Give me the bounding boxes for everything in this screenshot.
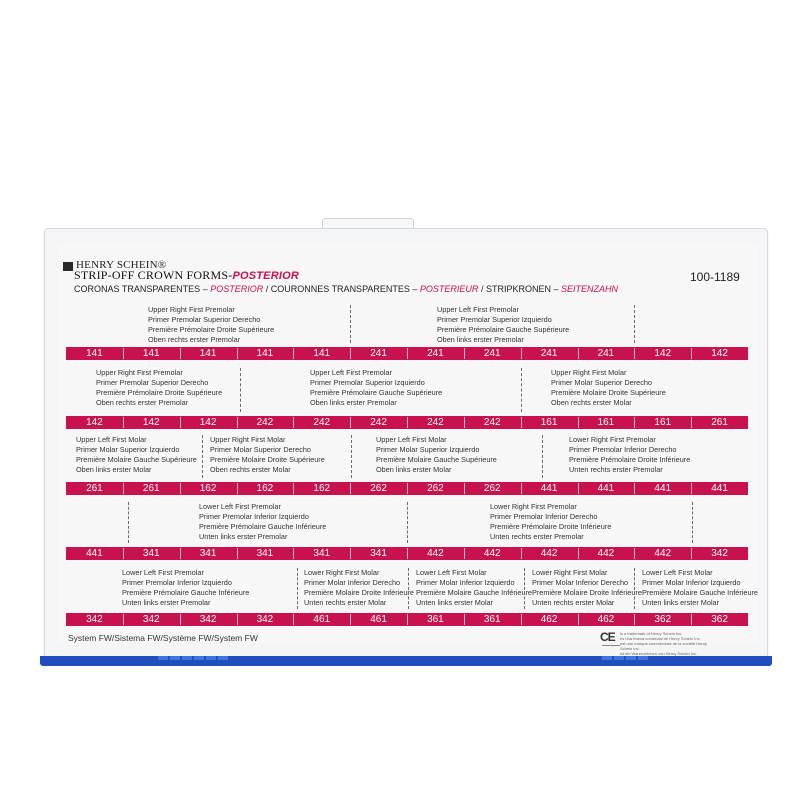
system-footer-text: System FW/Sistema FW/Système FW/System FW bbox=[68, 633, 258, 643]
tooth-description-line: Première Molaire Gauche Inférieure bbox=[642, 588, 758, 597]
band-separator bbox=[691, 614, 692, 625]
trademark-notice bbox=[620, 631, 710, 656]
band-separator bbox=[123, 614, 124, 625]
tooth-description-line: Oben rechts erster Premolar bbox=[148, 335, 241, 344]
band-separator bbox=[293, 483, 294, 494]
recycle-icon bbox=[602, 645, 620, 650]
tray-base-notch bbox=[182, 656, 192, 660]
crown-size-number: 241 bbox=[370, 348, 387, 359]
band-separator bbox=[691, 483, 692, 494]
crown-size-number: 242 bbox=[483, 417, 501, 428]
tooth-description bbox=[122, 568, 249, 608]
tooth-description bbox=[437, 305, 569, 345]
tooth-description-line: Unten links erster Molar bbox=[416, 598, 494, 607]
tooth-description-line: Upper Right First Premolar bbox=[148, 305, 235, 314]
tooth-description-line: Première Molaire Droite Supérieure bbox=[551, 388, 666, 397]
crown-size-number: 341 bbox=[313, 548, 331, 559]
tooth-description bbox=[490, 502, 611, 542]
band-separator bbox=[350, 614, 351, 625]
band-separator bbox=[293, 417, 294, 428]
band-separator bbox=[578, 348, 579, 359]
band-separator bbox=[123, 548, 124, 559]
tooth-description-line: Upper Right First Molar bbox=[210, 435, 286, 444]
crown-size-number: 342 bbox=[86, 614, 103, 625]
crown-size-number: 242 bbox=[370, 417, 387, 428]
subtitle-part-1: CORONAS TRANSPARENTES – bbox=[74, 284, 211, 294]
tooth-description-line: Primer Premolar Inferior Derecho bbox=[490, 512, 598, 521]
crown-size-number: 261 bbox=[86, 483, 103, 494]
band-separator bbox=[407, 483, 408, 494]
tooth-description-line: Primer Premolar Superior Izquierdo bbox=[437, 315, 552, 324]
tooth-description-line: Upper Left First Premolar bbox=[437, 305, 519, 314]
product-title-main: STRIP-OFF CROWN FORMS- bbox=[74, 268, 233, 282]
tooth-description-line: Première Prémolaire Gauche Inférieure bbox=[199, 522, 327, 531]
tooth-description-line: Unten links erster Premolar bbox=[199, 532, 288, 541]
band-separator bbox=[691, 548, 692, 559]
band-separator bbox=[350, 417, 351, 428]
brand-name: HENRY SCHEIN® bbox=[76, 259, 167, 271]
tooth-description-line: Primer Molar Inferior Izquierdo bbox=[642, 578, 741, 587]
band-separator bbox=[521, 548, 522, 559]
band-separator bbox=[464, 417, 465, 428]
band-separator bbox=[578, 548, 579, 559]
crown-size-number: 141 bbox=[313, 348, 331, 359]
tooth-description-line: Première Molaire Gauche Supérieure bbox=[376, 455, 497, 464]
tooth-description-line: Primer Premolar Inferior Derecho bbox=[569, 445, 677, 454]
band-separator bbox=[180, 548, 181, 559]
tooth-description bbox=[642, 568, 758, 608]
tooth-description-line: Primer Premolar Inferior Izquierdo bbox=[122, 578, 232, 587]
tooth-description-line: Unten rechts erster Molar bbox=[304, 598, 387, 607]
crown-size-number: 362 bbox=[654, 614, 672, 625]
tray-base bbox=[40, 656, 772, 666]
band-separator bbox=[691, 348, 692, 359]
band-separator bbox=[237, 417, 238, 428]
crown-size-number: 142 bbox=[86, 417, 103, 428]
crown-size-band bbox=[66, 347, 748, 360]
tooth-description-line: Première Molaire Droite Inférieure bbox=[532, 588, 642, 597]
crown-size-number: 442 bbox=[654, 548, 672, 559]
compartment-divider bbox=[128, 502, 129, 543]
crown-size-number: 342 bbox=[711, 548, 728, 559]
subtitle-accent-3: SEITENZAHN bbox=[560, 284, 618, 294]
crown-size-number: 442 bbox=[540, 548, 558, 559]
tooth-description bbox=[304, 568, 414, 608]
tooth-description-line: Lower Right First Molar bbox=[304, 568, 380, 577]
crown-size-number: 142 bbox=[199, 417, 217, 428]
compartment-divider bbox=[407, 502, 408, 543]
tooth-description-line: Première Prémolaire Droite Supérieure bbox=[96, 388, 223, 397]
crown-size-number: 242 bbox=[427, 417, 444, 428]
ce-mark: CE bbox=[600, 630, 615, 644]
band-separator bbox=[237, 348, 238, 359]
crown-size-number: 262 bbox=[427, 483, 444, 494]
compartment-divider bbox=[524, 568, 525, 609]
tooth-description bbox=[416, 568, 532, 608]
band-separator bbox=[350, 348, 351, 359]
band-separator bbox=[123, 417, 124, 428]
crown-size-band bbox=[66, 547, 748, 560]
band-separator bbox=[464, 548, 465, 559]
band-separator bbox=[293, 614, 294, 625]
tooth-description-line: Primer Molar Superior Izquierdo bbox=[76, 445, 180, 454]
crown-size-number: 142 bbox=[711, 348, 728, 359]
trademark-line: es una marca comercial de Henry Schein Inc. bbox=[620, 636, 701, 641]
tooth-description bbox=[569, 435, 690, 475]
crown-size-number: 162 bbox=[313, 483, 331, 494]
compartment-divider bbox=[297, 568, 298, 609]
tooth-description-line: Lower Left First Molar bbox=[642, 568, 713, 577]
crown-size-number: 441 bbox=[540, 483, 558, 494]
tooth-description-line: Oben rechts erster Molar bbox=[210, 465, 291, 474]
tooth-description-line: Upper Left First Molar bbox=[76, 435, 147, 444]
crown-size-number: 441 bbox=[86, 548, 103, 559]
crown-size-number: 261 bbox=[711, 417, 728, 428]
tray-base-notch bbox=[158, 656, 168, 660]
band-separator bbox=[180, 348, 181, 359]
crown-size-number: 241 bbox=[597, 348, 615, 359]
tooth-description-line: Lower Left First Premolar bbox=[122, 568, 204, 577]
crown-size-number: 442 bbox=[483, 548, 501, 559]
band-separator bbox=[350, 483, 351, 494]
crown-size-number: 341 bbox=[370, 548, 387, 559]
product-subtitle bbox=[74, 284, 618, 294]
tooth-description-line: Lower Right First Premolar bbox=[490, 502, 577, 511]
tooth-description bbox=[551, 368, 666, 408]
tooth-description-line: Première Molaire Gauche Inférieure bbox=[416, 588, 532, 597]
band-separator bbox=[180, 483, 181, 494]
band-separator bbox=[578, 483, 579, 494]
crown-size-number: 242 bbox=[256, 417, 274, 428]
band-separator bbox=[464, 348, 465, 359]
tooth-description-line: Oben links erster Molar bbox=[376, 465, 452, 474]
tooth-description bbox=[148, 305, 274, 345]
tooth-description-line: Upper Right First Premolar bbox=[96, 368, 183, 377]
tooth-description-line: Upper Left First Premolar bbox=[310, 368, 392, 377]
band-separator bbox=[293, 348, 294, 359]
compartment-divider bbox=[634, 568, 635, 609]
tray-base-notch bbox=[638, 656, 648, 660]
band-separator bbox=[578, 614, 579, 625]
tooth-description-line: Première Molaire Droite Inférieure bbox=[304, 588, 414, 597]
tooth-description-line: Primer Molar Superior Derecho bbox=[210, 445, 311, 454]
tray-base-notch bbox=[218, 656, 228, 660]
subtitle-accent-1: POSTERIOR bbox=[210, 284, 264, 294]
band-separator bbox=[237, 548, 238, 559]
band-separator bbox=[691, 417, 692, 428]
crown-size-band bbox=[66, 613, 748, 626]
tooth-description bbox=[532, 568, 642, 608]
crown-size-band bbox=[66, 416, 748, 429]
crown-size-number: 241 bbox=[427, 348, 444, 359]
crown-size-number: 161 bbox=[597, 417, 615, 428]
band-separator bbox=[180, 614, 181, 625]
tooth-description-line: Unten rechts erster Premolar bbox=[569, 465, 663, 474]
tooth-description-line: Primer Premolar Inferior Izquierdo bbox=[199, 512, 309, 521]
subtitle-part-3: / STRIPKRONEN – bbox=[478, 284, 561, 294]
band-separator bbox=[521, 417, 522, 428]
compartment-divider bbox=[634, 305, 635, 343]
tooth-description bbox=[210, 435, 325, 475]
crown-size-number: 141 bbox=[86, 348, 103, 359]
crown-size-number: 442 bbox=[427, 548, 444, 559]
crown-size-number: 362 bbox=[711, 614, 728, 625]
crown-size-number: 441 bbox=[597, 483, 615, 494]
crown-size-number: 241 bbox=[540, 348, 558, 359]
crown-size-number: 341 bbox=[256, 548, 274, 559]
tray-base-notch bbox=[206, 656, 216, 660]
tooth-description bbox=[310, 368, 442, 408]
tooth-description bbox=[96, 368, 222, 408]
tooth-description-line: Primer Molar Inferior Derecho bbox=[532, 578, 629, 587]
tooth-description-line: Primer Molar Inferior Izquierdo bbox=[416, 578, 515, 587]
tooth-description-line: Upper Right First Molar bbox=[551, 368, 627, 377]
band-separator bbox=[237, 614, 238, 625]
tooth-description-line: Première Prémolaire Droite Supérieure bbox=[148, 325, 275, 334]
tooth-description-line: Lower Right First Molar bbox=[532, 568, 608, 577]
tooth-description-line: Oben links erster Molar bbox=[76, 465, 152, 474]
tooth-description-line: Lower Left First Premolar bbox=[199, 502, 281, 511]
band-separator bbox=[407, 348, 408, 359]
band-separator bbox=[237, 483, 238, 494]
catalog-number: 100-1189 bbox=[690, 270, 740, 284]
tooth-description-line: Primer Molar Superior Izquierdo bbox=[376, 445, 480, 454]
crown-size-number: 161 bbox=[540, 417, 558, 428]
tooth-description-line: Première Molaire Gauche Supérieure bbox=[76, 455, 197, 464]
crown-size-number: 342 bbox=[142, 614, 160, 625]
compartment-divider bbox=[202, 435, 203, 478]
band-separator bbox=[407, 614, 408, 625]
crown-size-number: 361 bbox=[427, 614, 444, 625]
tooth-description-line: Lower Right First Premolar bbox=[569, 435, 656, 444]
tray-base-notch bbox=[602, 656, 612, 660]
tooth-description-line: Oben links erster Premolar bbox=[437, 335, 524, 344]
subtitle-part-2: / COURONNES TRANSPARENTES – bbox=[263, 284, 420, 294]
band-separator bbox=[464, 483, 465, 494]
band-separator bbox=[521, 614, 522, 625]
crown-size-number: 342 bbox=[256, 614, 274, 625]
tooth-description-line: Unten rechts erster Premolar bbox=[490, 532, 584, 541]
crown-size-number: 442 bbox=[597, 548, 615, 559]
tooth-description-line: Primer Molar Superior Derecho bbox=[551, 378, 652, 387]
compartment-divider bbox=[351, 435, 352, 478]
trademark-line: ist ein Warenzeichen von Henry Schein Inc. bbox=[620, 651, 698, 656]
tooth-description-line: Primer Premolar Superior Derecho bbox=[96, 378, 209, 387]
band-separator bbox=[634, 614, 635, 625]
band-separator bbox=[521, 348, 522, 359]
band-separator bbox=[634, 417, 635, 428]
band-separator bbox=[293, 548, 294, 559]
crown-size-number: 161 bbox=[654, 417, 672, 428]
band-separator bbox=[350, 548, 351, 559]
trademark-line: est une marque commerciale de la société Henry Schein Inc. bbox=[620, 641, 707, 651]
crown-size-number: 141 bbox=[142, 348, 160, 359]
crown-size-band bbox=[66, 482, 748, 495]
tooth-description bbox=[76, 435, 197, 475]
crown-size-number: 361 bbox=[483, 614, 501, 625]
tooth-description-line: Oben links erster Premolar bbox=[310, 398, 397, 407]
tooth-description-line: Primer Premolar Superior Izquierdo bbox=[310, 378, 425, 387]
crown-size-number: 261 bbox=[142, 483, 160, 494]
tray-base-notch bbox=[614, 656, 624, 660]
crown-size-number: 142 bbox=[142, 417, 160, 428]
crown-size-number: 142 bbox=[654, 348, 672, 359]
tooth-description-line: Première Prémolaire Gauche Inférieure bbox=[122, 588, 250, 597]
tooth-description-line: Unten links erster Molar bbox=[642, 598, 720, 607]
tooth-description-line: Première Prémolaire Droite Inférieure bbox=[569, 455, 691, 464]
henry-schein-logo-icon bbox=[63, 262, 73, 271]
tooth-description-line: Primer Premolar Superior Derecho bbox=[148, 315, 261, 324]
tray-base-notch bbox=[194, 656, 204, 660]
tooth-description-line: Lower Left First Molar bbox=[416, 568, 487, 577]
crown-size-number: 342 bbox=[199, 614, 217, 625]
band-separator bbox=[634, 483, 635, 494]
band-separator bbox=[521, 483, 522, 494]
tooth-description bbox=[376, 435, 497, 475]
crown-size-number: 441 bbox=[711, 483, 728, 494]
compartment-divider bbox=[350, 305, 351, 343]
crown-size-number: 341 bbox=[142, 548, 160, 559]
compartment-divider bbox=[521, 368, 522, 412]
subtitle-accent-2: POSTERIEUR bbox=[419, 284, 479, 294]
crown-size-number: 262 bbox=[370, 483, 387, 494]
trademark-line: is a trademark of Henry Schein Inc. bbox=[620, 631, 683, 636]
tooth-description-line: Unten links erster Premolar bbox=[122, 598, 211, 607]
tooth-description-line: Oben rechts erster Molar bbox=[551, 398, 632, 407]
compartment-divider bbox=[692, 502, 693, 543]
tooth-description-line: Première Prémolaire Gauche Supérieure bbox=[437, 325, 570, 334]
crown-size-number: 341 bbox=[199, 548, 217, 559]
tooth-description-line: Première Prémolaire Gauche Supérieure bbox=[310, 388, 443, 397]
crown-size-number: 241 bbox=[483, 348, 501, 359]
product-title bbox=[74, 268, 299, 283]
tooth-description-line: Première Prémolaire Droite Inférieure bbox=[490, 522, 612, 531]
crown-size-number: 162 bbox=[256, 483, 274, 494]
band-separator bbox=[123, 483, 124, 494]
crown-size-number: 462 bbox=[540, 614, 558, 625]
crown-size-number: 461 bbox=[313, 614, 331, 625]
crown-size-number: 242 bbox=[313, 417, 331, 428]
tray-base-notch bbox=[170, 656, 180, 660]
compartment-divider bbox=[240, 368, 241, 412]
tooth-description bbox=[199, 502, 326, 542]
band-separator bbox=[123, 348, 124, 359]
crown-size-number: 262 bbox=[483, 483, 501, 494]
tray-base-notch bbox=[626, 656, 636, 660]
compartment-divider bbox=[542, 435, 543, 478]
tooth-description-line: Primer Molar Inferior Derecho bbox=[304, 578, 401, 587]
crown-size-number: 441 bbox=[654, 483, 672, 494]
band-separator bbox=[634, 348, 635, 359]
band-separator bbox=[180, 417, 181, 428]
crown-size-number: 141 bbox=[256, 348, 274, 359]
product-title-accent: POSTERIOR bbox=[232, 270, 300, 282]
crown-size-number: 141 bbox=[199, 348, 217, 359]
tooth-description-line: Upper Left First Molar bbox=[376, 435, 447, 444]
tooth-description-line: Unten rechts erster Molar bbox=[532, 598, 615, 607]
band-separator bbox=[578, 417, 579, 428]
compartment-divider bbox=[408, 568, 409, 609]
band-separator bbox=[464, 614, 465, 625]
crown-size-number: 162 bbox=[199, 483, 217, 494]
band-separator bbox=[407, 548, 408, 559]
tooth-description-line: Oben rechts erster Premolar bbox=[96, 398, 189, 407]
tooth-description-line: Première Molaire Droite Supérieure bbox=[210, 455, 325, 464]
band-separator bbox=[634, 548, 635, 559]
crown-size-number: 462 bbox=[597, 614, 615, 625]
band-separator bbox=[407, 417, 408, 428]
crown-size-number: 461 bbox=[370, 614, 387, 625]
